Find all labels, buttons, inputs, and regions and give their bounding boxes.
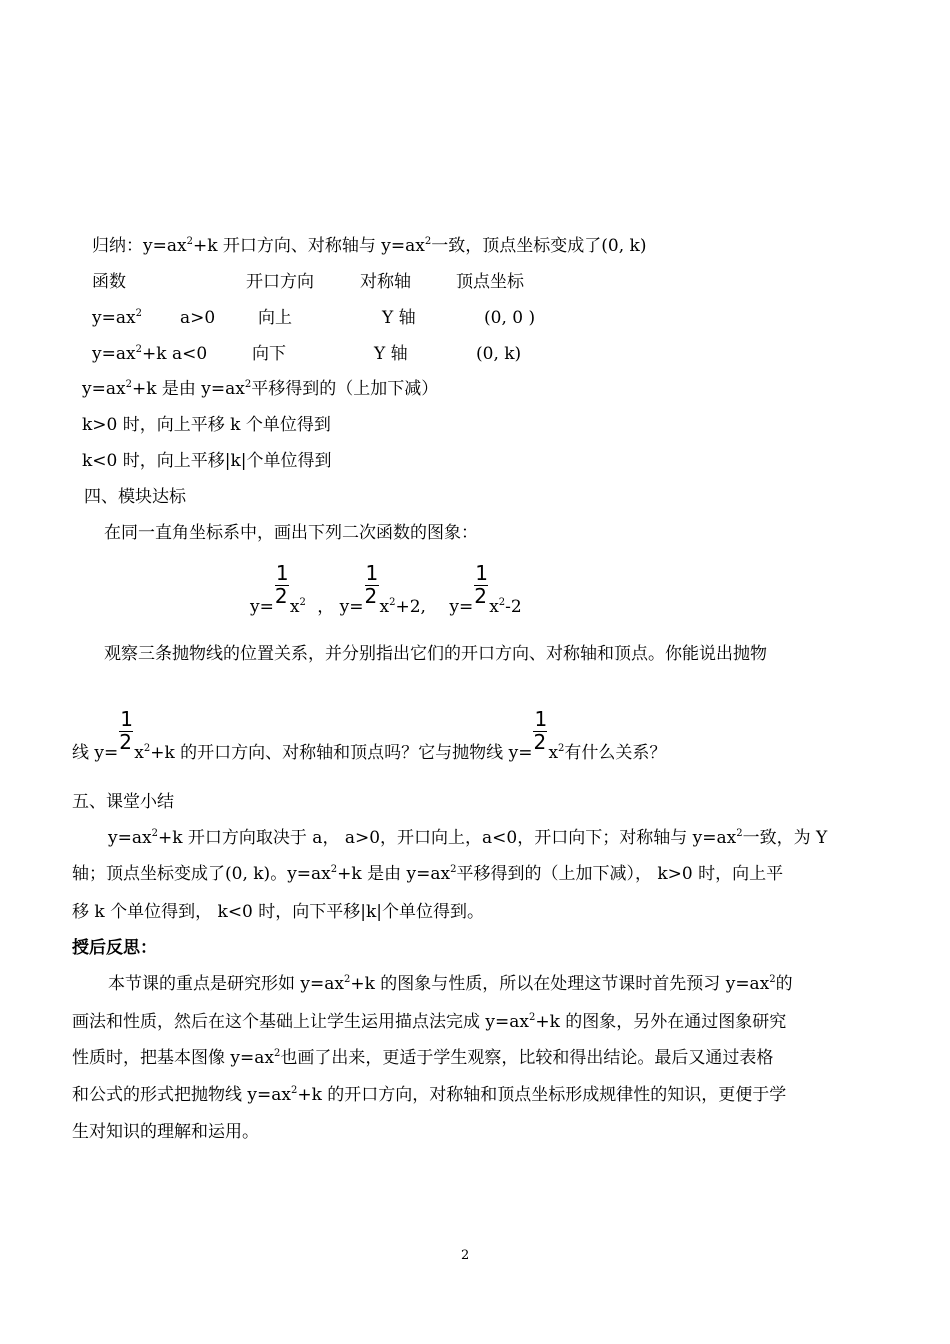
- superscript: 2: [299, 597, 306, 608]
- row-direction: 向下: [252, 344, 286, 364]
- function-list: [250, 561, 522, 619]
- superscript: 2: [125, 379, 132, 390]
- row-direction: 向上: [258, 308, 292, 328]
- superscript: 2: [330, 864, 338, 875]
- superscript: 2: [143, 743, 151, 754]
- superscript: 2: [736, 828, 743, 839]
- numerator: 1: [365, 561, 379, 585]
- summary-paragraph-line: 移 k 个单位得到， k<0 时，向下平移|k|个单位得到。: [72, 902, 485, 922]
- reflection-line: [72, 1010, 786, 1034]
- text: 画法和性质，然后在这个基础上让学生运用描点法完成 y=ax: [72, 1012, 529, 1032]
- row-condition: a<0: [172, 344, 208, 364]
- superscript: 2: [528, 1012, 536, 1023]
- fraction-half: [532, 707, 548, 758]
- row-function: [92, 342, 167, 366]
- summary-paragraph-line: [108, 826, 827, 850]
- text: 的: [775, 974, 793, 994]
- denominator: 2: [119, 730, 132, 754]
- numerator: 1: [475, 561, 488, 585]
- text: x: [489, 597, 499, 617]
- text: +k 开口方向取决于 a， a>0，开口向上，a<0，开口向下；对称轴与 y=ax: [157, 828, 737, 848]
- text: x: [289, 597, 300, 617]
- fraction-half: [364, 561, 380, 612]
- superscript: 2: [244, 379, 252, 390]
- row-function: [92, 306, 142, 330]
- superscript: 2: [424, 236, 432, 247]
- summary-line: [92, 234, 646, 258]
- text: 轴；顶点坐标变成了(0, k)。y=ax: [72, 864, 331, 884]
- text: y=ax: [108, 828, 152, 848]
- superscript: 2: [498, 597, 506, 608]
- fraction-half: [473, 561, 489, 612]
- numerator: 1: [275, 561, 289, 585]
- row-condition: a>0: [180, 308, 216, 328]
- superscript: 2: [135, 344, 142, 355]
- text: y=: [339, 597, 364, 617]
- denominator: 2: [533, 730, 547, 754]
- text: +2,: [395, 597, 426, 617]
- superscript: 2: [558, 743, 565, 754]
- text: y=ax: [92, 344, 136, 364]
- row-axis: Y 轴: [374, 344, 408, 364]
- numerator: 1: [534, 707, 548, 731]
- page-number: 2: [461, 1248, 470, 1263]
- reflection-line: [72, 1083, 786, 1107]
- text: +k 的开口方向，对称轴和顶点坐标形成规律性的知识，更便于学: [297, 1085, 787, 1105]
- shift-line-3: k<0 时，向上平移|k|个单位得到: [82, 451, 332, 471]
- text: y=: [250, 597, 274, 617]
- text: 和公式的形式把抛物线 y=ax: [72, 1085, 291, 1105]
- shift-line-2: k>0 时，向上平移 k 个单位得到: [82, 415, 331, 435]
- text: +k 的图象，另外在通过图象研究: [535, 1012, 787, 1032]
- numerator: 1: [120, 707, 133, 731]
- text: 一致，为 Y: [742, 828, 828, 848]
- superscript: 2: [151, 828, 158, 839]
- text: 性质时，把基本图像 y=ax: [72, 1048, 274, 1068]
- text: 本节课的重点是研究形如 y=ax: [108, 974, 344, 994]
- row-vertex: (0, k): [476, 344, 522, 364]
- text: y=: [449, 597, 474, 617]
- reflection-line: 生对知识的理解和运用。: [72, 1122, 259, 1142]
- superscript: 2: [343, 974, 351, 985]
- superscript: 2: [290, 1085, 298, 1096]
- text: 线 y=: [72, 743, 119, 763]
- question-line: [72, 707, 667, 765]
- reflection-line: [72, 1046, 773, 1070]
- text: 平移得到的（上加下减）: [251, 379, 439, 399]
- superscript: 2: [769, 974, 776, 985]
- text: 一致，顶点坐标变成了(0, k): [431, 236, 647, 256]
- row-vertex: (0, 0 ): [484, 308, 536, 328]
- denominator: 2: [474, 584, 487, 608]
- summary-paragraph-line: [72, 862, 783, 886]
- denominator: 2: [274, 584, 288, 608]
- text: 有什么关系？: [564, 743, 667, 763]
- text: +k 的开口方向、对称轴和顶点吗？它与抛物线 y=: [150, 743, 533, 763]
- text: x: [548, 743, 559, 763]
- text: +k: [141, 344, 167, 364]
- text: -2: [505, 597, 522, 617]
- reflection-title: 授后反思：: [72, 938, 157, 958]
- header-axis: 对称轴: [360, 272, 411, 292]
- shift-line-1: [82, 377, 438, 401]
- section-title: 四、模块达标: [84, 487, 186, 507]
- text: ，: [317, 597, 335, 617]
- text: 也画了出来，更适于学生观察，比较和得出结论。最后又通过表格: [280, 1048, 774, 1068]
- header-function: 函数: [92, 272, 126, 292]
- header-vertex: 顶点坐标: [456, 272, 524, 292]
- text: +k 是由 y=ax: [131, 379, 245, 399]
- text: 平移得到的（上加下减）， k>0 时，向上平: [456, 864, 784, 884]
- header-direction: 开口方向: [246, 272, 314, 292]
- text: y=ax: [82, 379, 126, 399]
- text: x: [379, 597, 390, 617]
- superscript: 2: [450, 864, 457, 875]
- superscript: 2: [135, 308, 142, 319]
- row-axis: Y 轴: [382, 308, 416, 328]
- text: +k 是由 y=ax: [337, 864, 451, 884]
- section-title: 五、课堂小结: [72, 792, 174, 812]
- text: +k 的图象与性质，所以在处理这节课时首先预习 y=ax: [350, 974, 770, 994]
- superscript: 2: [186, 236, 193, 247]
- superscript: 2: [389, 597, 396, 608]
- instruction: 在同一直角坐标系中，画出下列二次函数的图象：: [104, 523, 478, 543]
- fraction-half: [274, 561, 290, 612]
- observe-text: 观察三条抛物线的位置关系，并分别指出它们的开口方向、对称轴和顶点。你能说出抛物: [104, 644, 767, 664]
- text: 归纳：y=ax: [92, 236, 187, 256]
- text: y=ax: [92, 308, 136, 328]
- fraction-half: [118, 707, 134, 758]
- denominator: 2: [364, 584, 378, 608]
- text: +k 开口方向、对称轴与 y=ax: [192, 236, 425, 256]
- text: x: [134, 743, 144, 763]
- reflection-line: [108, 972, 793, 996]
- superscript: 2: [273, 1048, 281, 1059]
